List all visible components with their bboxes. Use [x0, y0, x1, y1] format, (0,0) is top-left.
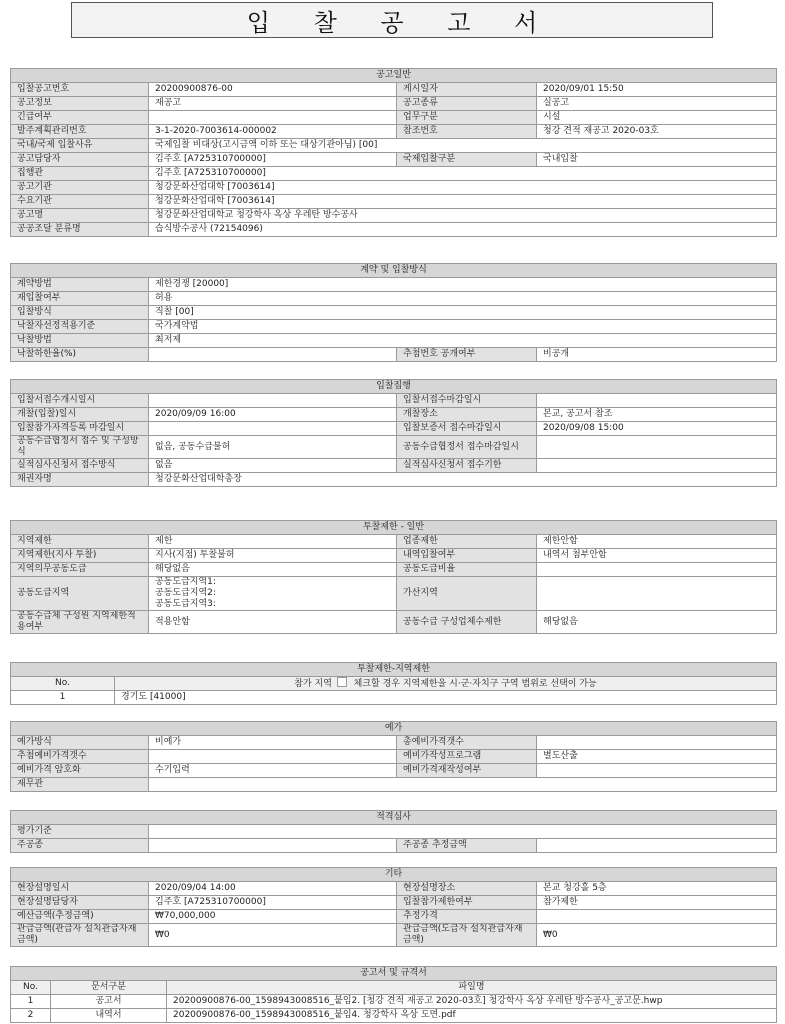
- row-number: 1: [11, 691, 115, 705]
- col-type: 문서구분: [51, 981, 167, 995]
- info-row: [11, 910, 777, 924]
- field-value: ₩0: [537, 924, 777, 947]
- info-row: [11, 223, 777, 237]
- field-value: 허용: [149, 292, 777, 306]
- field-label: 현장설명일시: [11, 882, 149, 896]
- info-row: [11, 896, 777, 910]
- field-label: 지역의무공동도급: [11, 563, 149, 577]
- info-row: [11, 577, 777, 611]
- section-header: 투찰제한 - 일반: [11, 521, 777, 535]
- field-value: 청강문화산업대학교 청강학사 옥상 우레탄 방수공사: [149, 209, 777, 223]
- field-label: 현장설명장소: [397, 882, 537, 896]
- field-value: 없음: [149, 459, 397, 473]
- document-type: 공고서: [51, 995, 167, 1009]
- field-label: 공동도급비율: [397, 563, 537, 577]
- field-value: 제한: [149, 535, 397, 549]
- field-value: [537, 436, 777, 459]
- field-label: 개찰(입찰)일시: [11, 408, 149, 422]
- field-label: 내역입찰여부: [397, 549, 537, 563]
- field-value: 본교, 공고서 참조: [537, 408, 777, 422]
- section-header: 공고서 및 규격서: [11, 967, 777, 981]
- field-value: 국내입찰: [537, 153, 777, 167]
- field-label: 주공종: [11, 839, 149, 853]
- field-value: 비공개: [537, 348, 777, 362]
- field-value: 별도산출: [537, 750, 777, 764]
- field-label: 입찰보증서 접수마감일시: [397, 422, 537, 436]
- field-label: 채권자명: [11, 473, 149, 487]
- region-scope-checkbox[interactable]: [337, 677, 347, 687]
- field-value: 직찰 [00]: [149, 306, 777, 320]
- field-value: 청강문화산업대학총장: [149, 473, 777, 487]
- info-row: [11, 422, 777, 436]
- row-number: 2: [11, 1009, 51, 1023]
- info-row: [11, 473, 777, 487]
- field-label: 공동수급체 구성원 지역제한적용여부: [11, 611, 149, 634]
- region-scope-note: 체크할 경우 지역제한을 시·군·자치구 구역 범위로 선택이 가능: [353, 679, 597, 689]
- field-label: 공동수급협정서 접수마감일시: [397, 436, 537, 459]
- field-label: 공고정보: [11, 97, 149, 111]
- info-row: [11, 436, 777, 459]
- field-label: 관급금액(도급자 설치관급자재금액): [397, 924, 537, 947]
- field-label: 업무구분: [397, 111, 537, 125]
- field-value: 해당없음: [149, 563, 397, 577]
- section-header: 투찰제한-지역제한: [11, 663, 777, 677]
- field-label: 현장설명담당자: [11, 896, 149, 910]
- field-label: 예가방식: [11, 736, 149, 750]
- field-label: 개찰장소: [397, 408, 537, 422]
- field-label: 실적심사신청서 접수방식: [11, 459, 149, 473]
- etc-section: [10, 867, 777, 947]
- info-row: [11, 459, 777, 473]
- field-value: [537, 910, 777, 924]
- info-row: [11, 195, 777, 209]
- field-label: 예비가격 암호화: [11, 764, 149, 778]
- info-row: [11, 535, 777, 549]
- field-label: 추첨예비가격갯수: [11, 750, 149, 764]
- file-row: [11, 995, 777, 1009]
- field-label: 입찰서접수마감일시: [397, 394, 537, 408]
- field-label: 계약방법: [11, 278, 149, 292]
- field-value: [537, 459, 777, 473]
- field-value: 제한안함: [537, 535, 777, 549]
- field-value: [149, 348, 397, 362]
- info-row: [11, 924, 777, 947]
- field-value: 수기입력: [149, 764, 397, 778]
- region-section: [10, 662, 777, 705]
- field-label: 발주계획관리번호: [11, 125, 149, 139]
- info-row: [11, 563, 777, 577]
- field-label: 공고담당자: [11, 153, 149, 167]
- field-label: 총예비가격갯수: [397, 736, 537, 750]
- field-value: ₩0: [149, 924, 397, 947]
- col-no: No.: [11, 677, 115, 691]
- field-value: 청강문화산업대학 [7003614]: [149, 195, 777, 209]
- field-label: 입찰공고번호: [11, 83, 149, 97]
- field-value: 김주호 [A725310700000]: [149, 167, 777, 181]
- region-row: [11, 691, 777, 705]
- col-region: 참가 지역: [294, 679, 332, 689]
- field-value: 국가계약법: [149, 320, 777, 334]
- field-label: 지역제한(지사 투찰): [11, 549, 149, 563]
- field-value: [149, 422, 397, 436]
- general-section: [10, 68, 777, 237]
- field-value: [149, 394, 397, 408]
- field-value: [537, 839, 777, 853]
- section-header: 계약 및 입찰방식: [11, 264, 777, 278]
- qualification-section: [10, 810, 777, 853]
- page-title-box: [71, 2, 713, 38]
- field-label: 국내/국제 입찰사유: [11, 139, 149, 153]
- field-label: 가산지역: [397, 577, 537, 611]
- info-row: [11, 292, 777, 306]
- field-value: 참가제한: [537, 896, 777, 910]
- field-value: 김주호 [A725310700000]: [149, 153, 397, 167]
- field-value: 2020/09/04 14:00: [149, 882, 397, 896]
- info-row: [11, 825, 777, 839]
- field-label: 긴급여부: [11, 111, 149, 125]
- field-label: 국제입찰구분: [397, 153, 537, 167]
- info-row: [11, 764, 777, 778]
- info-row: [11, 306, 777, 320]
- field-value: 2020/09/09 16:00: [149, 408, 397, 422]
- field-value: 시설: [537, 111, 777, 125]
- info-row: [11, 181, 777, 195]
- field-value: 재공고: [149, 97, 397, 111]
- region-value: 경기도 [41000]: [115, 691, 777, 705]
- field-value: 본교 청강홀 5층: [537, 882, 777, 896]
- field-value: 청강문화산업대학 [7003614]: [149, 181, 777, 195]
- field-value: [537, 764, 777, 778]
- field-label: 낙찰방법: [11, 334, 149, 348]
- col-region-header: [115, 677, 777, 691]
- file-row: [11, 1009, 777, 1023]
- field-label: 공고기관: [11, 181, 149, 195]
- field-value: 적용안함: [149, 611, 397, 634]
- field-value: [149, 750, 397, 764]
- field-label: 업종제한: [397, 535, 537, 549]
- field-label: 재입찰여부: [11, 292, 149, 306]
- field-label: 예비가작성프로그램: [397, 750, 537, 764]
- info-row: [11, 839, 777, 853]
- info-row: [11, 750, 777, 764]
- field-value: [149, 825, 777, 839]
- row-number: 1: [11, 995, 51, 1009]
- field-value: 3-1-2020-7003614-000002: [149, 125, 397, 139]
- field-value: 제한경쟁 [20000]: [149, 278, 777, 292]
- field-label: 추첨번호 공개여부: [397, 348, 537, 362]
- field-label: 수요기관: [11, 195, 149, 209]
- field-value: 20200900876-00: [149, 83, 397, 97]
- file-link[interactable]: 20200900876-00_1598943008516_붙임2. [청강 견적 재공고 2020-03호] 청강학사 옥상 우레탄 방수공사_공고문.hwp: [167, 995, 777, 1009]
- field-value: 김주호 [A725310700000]: [149, 896, 397, 910]
- file-link[interactable]: 20200900876-00_1598943008516_붙임4. 청강학사 옥상 도면.pdf: [167, 1009, 777, 1023]
- field-value: 내역서 첨부안함: [537, 549, 777, 563]
- field-label: 낙찰자선정적용기준: [11, 320, 149, 334]
- section-header: 기타: [11, 868, 777, 882]
- field-value: 2020/09/01 15:50: [537, 83, 777, 97]
- field-value: 2020/09/08 15:00: [537, 422, 777, 436]
- field-label: 낙찰하한율(%): [11, 348, 149, 362]
- info-row: [11, 139, 777, 153]
- col-no: No.: [11, 981, 51, 995]
- bidding-section: [10, 379, 777, 487]
- field-value: 지사(지점) 투찰불허: [149, 549, 397, 563]
- field-label: 예비가격재작성여부: [397, 764, 537, 778]
- field-value: 최저제: [149, 334, 777, 348]
- field-value: [149, 111, 397, 125]
- files-section: [10, 966, 777, 1023]
- field-label: 공동도급지역: [11, 577, 149, 611]
- info-row: [11, 394, 777, 408]
- field-value: ₩70,000,000: [149, 910, 397, 924]
- info-row: [11, 125, 777, 139]
- field-value: [149, 839, 397, 853]
- field-label: 입찰방식: [11, 306, 149, 320]
- col-file: 파일명: [167, 981, 777, 995]
- info-row: [11, 736, 777, 750]
- field-label: 공동수급협정서 접수 및 구성방식: [11, 436, 149, 459]
- field-label: 재무관: [11, 778, 149, 792]
- info-row: [11, 97, 777, 111]
- section-header: 적격심사: [11, 811, 777, 825]
- document-type: 내역서: [51, 1009, 167, 1023]
- field-value: 비예가: [149, 736, 397, 750]
- field-value: 실공고: [537, 97, 777, 111]
- field-value: 청강 견적 재공고 2020-03호: [537, 125, 777, 139]
- field-label: 공공조달 분류명: [11, 223, 149, 237]
- info-row: [11, 611, 777, 634]
- info-row: [11, 882, 777, 896]
- info-row: [11, 549, 777, 563]
- field-label: 공고명: [11, 209, 149, 223]
- info-row: [11, 408, 777, 422]
- info-row: [11, 111, 777, 125]
- field-label: 집행관: [11, 167, 149, 181]
- field-value: 습식방수공사 (72154096): [149, 223, 777, 237]
- field-label: 주공종 추정금액: [397, 839, 537, 853]
- info-row: [11, 348, 777, 362]
- info-row: [11, 167, 777, 181]
- field-value: [537, 736, 777, 750]
- field-label: 참조번호: [397, 125, 537, 139]
- info-row: [11, 320, 777, 334]
- page-title: 입 찰 공 고 서: [246, 8, 556, 37]
- info-row: [11, 778, 777, 792]
- field-value: [537, 394, 777, 408]
- section-header: 공고일반: [11, 69, 777, 83]
- field-label: 평가기준: [11, 825, 149, 839]
- contract-section: [10, 263, 777, 362]
- field-label: 공동수급 구성업체수제한: [397, 611, 537, 634]
- field-label: 관급금액(관급자 설치관급자재금액): [11, 924, 149, 947]
- field-label: 지역제한: [11, 535, 149, 549]
- section-header: 예가: [11, 722, 777, 736]
- info-row: [11, 209, 777, 223]
- field-label: 입찰서접수개시일시: [11, 394, 149, 408]
- field-label: 예산금액(추정금액): [11, 910, 149, 924]
- field-label: 입찰참가제한여부: [397, 896, 537, 910]
- field-label: 추정가격: [397, 910, 537, 924]
- restriction-section: [10, 520, 777, 634]
- info-row: [11, 83, 777, 97]
- field-value: [537, 577, 777, 611]
- field-label: 공고종류: [397, 97, 537, 111]
- info-row: [11, 334, 777, 348]
- field-label: 게시일자: [397, 83, 537, 97]
- field-label: 실적심사신청서 접수기한: [397, 459, 537, 473]
- field-value: 해당없음: [537, 611, 777, 634]
- field-value: 없음, 공동수급불허: [149, 436, 397, 459]
- field-value: [149, 778, 777, 792]
- info-row: [11, 153, 777, 167]
- field-value: 공동도급지역1: 공동도급지역2: 공동도급지역3:: [149, 577, 397, 611]
- section-header: 입찰집행: [11, 380, 777, 394]
- field-value: [537, 563, 777, 577]
- field-label: 입찰참가자격등록 마감일시: [11, 422, 149, 436]
- price-section: [10, 721, 777, 792]
- info-row: [11, 278, 777, 292]
- field-value: 국제입찰 비대상(고시금액 이하 또는 대상기관아님) [00]: [149, 139, 777, 153]
